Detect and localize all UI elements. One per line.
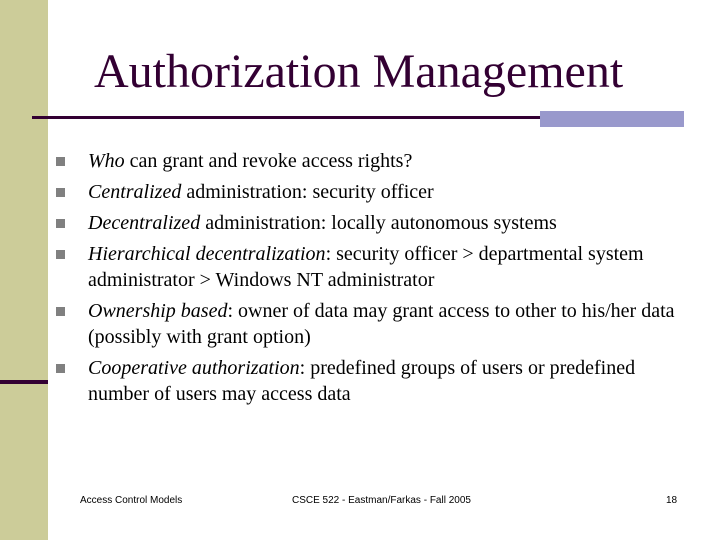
bullet-text: can grant and revoke access rights? bbox=[124, 150, 413, 172]
slide-number: 18 bbox=[666, 495, 678, 506]
bullet-text: : owner of data may grant access to other to his/her data (possibly with grant option) bbox=[88, 300, 675, 348]
square-bullet-icon bbox=[56, 307, 65, 316]
bullet-emphasis: Hierarchical decentralization bbox=[88, 243, 326, 265]
square-bullet-icon bbox=[56, 188, 65, 197]
bullet-item-cooperative bbox=[56, 355, 696, 407]
bullet-text: administration: security officer bbox=[181, 181, 434, 203]
square-bullet-icon bbox=[56, 219, 65, 228]
bullet-emphasis: Cooperative authorization bbox=[88, 357, 300, 379]
bullet-text: : security officer > departmental system administrator > Windows NT administrator bbox=[88, 243, 644, 291]
left-band-divider bbox=[0, 380, 48, 384]
bullet-list bbox=[56, 148, 696, 412]
bullet-text: : predefined groups of users or predefined number of users may access data bbox=[88, 357, 636, 405]
bullet-emphasis: Centralized bbox=[88, 181, 182, 203]
title-accent-bar bbox=[540, 111, 684, 127]
left-decorative-band bbox=[0, 0, 48, 540]
bullet-item-who bbox=[56, 148, 696, 174]
square-bullet-icon bbox=[56, 157, 65, 166]
bullet-item-hierarchical bbox=[56, 241, 696, 293]
bullet-item-centralized bbox=[56, 179, 696, 205]
square-bullet-icon bbox=[56, 364, 65, 373]
bullet-emphasis: Who bbox=[88, 150, 125, 172]
slide-title: Authorization Management bbox=[94, 45, 624, 98]
footer-course-info: CSCE 522 - Eastman/Farkas - Fall 2005 bbox=[292, 495, 471, 506]
bullet-emphasis: Decentralized bbox=[88, 212, 201, 234]
square-bullet-icon bbox=[56, 250, 65, 259]
footer-course-topic: Access Control Models bbox=[80, 495, 183, 506]
bullet-text: administration: locally autonomous systems bbox=[200, 212, 557, 234]
bullet-item-ownership bbox=[56, 298, 696, 350]
bullet-emphasis: Ownership based bbox=[88, 300, 228, 322]
bullet-item-decentralized bbox=[56, 210, 696, 236]
